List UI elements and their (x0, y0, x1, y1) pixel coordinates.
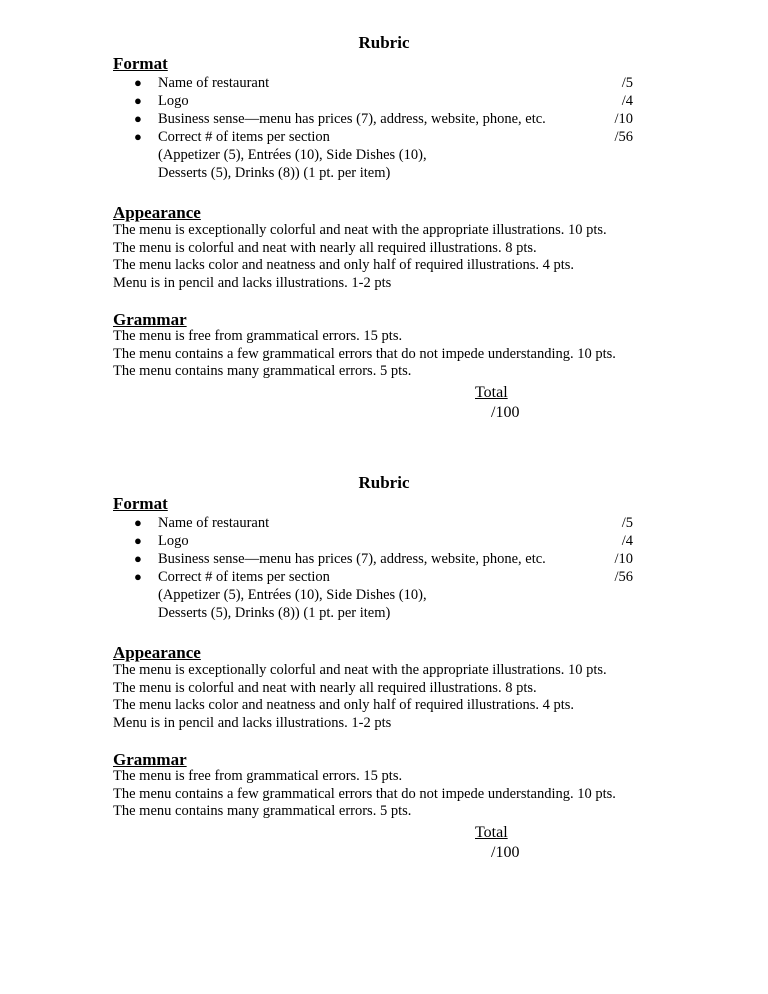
list-item (113, 74, 653, 92)
criteria-line: The menu is free from grammatical errors. 15 pts. (113, 328, 403, 344)
criteria-line: The menu is exceptionally colorful and neat with the appropriate illustrations. 10 pts. (113, 662, 607, 678)
total-value: /100 (491, 844, 520, 861)
rubric-block (0, 0, 768, 440)
item-continuation: Desserts (5), Drinks (8)) (1 pt. per item) (158, 605, 391, 621)
criteria-line: Menu is in pencil and lacks illustrations. 1-2 pts (113, 274, 392, 291)
criteria-line: The menu lacks color and neatness and only half of required illustrations. 4 pts. (113, 257, 575, 273)
rubric-title: Rubric (358, 33, 410, 52)
total-label: Total (475, 824, 508, 841)
rubric-title: Rubric (358, 473, 410, 492)
criteria-line: The menu is free from grammatical errors. 15 pts. (113, 768, 403, 784)
item-score: /5 (621, 515, 633, 531)
list-item (113, 92, 653, 110)
list-item (113, 514, 653, 532)
bullet-icon: ● (134, 515, 142, 530)
bullet-icon: ● (134, 75, 142, 90)
item-text: Name of restaurant (158, 75, 270, 91)
criteria-line: The menu contains a few grammatical errors that do not impede understanding. 10 pts. (113, 345, 616, 362)
item-text: Name of restaurant (158, 515, 270, 531)
bullet-icon: ● (134, 533, 142, 548)
item-text: Logo (158, 533, 189, 549)
criteria-line: The menu lacks color and neatness and only half of required illustrations. 4 pts. (113, 697, 575, 713)
grammar-criteria (113, 768, 673, 821)
bullet-icon: ● (134, 93, 142, 108)
criteria-line: The menu contains many grammatical errors. 5 pts. (113, 803, 412, 819)
item-continuation: (Appetizer (5), Entrées (10), Side Dishes (10), (158, 587, 427, 603)
bullet-icon: ● (134, 551, 142, 566)
appearance-criteria (113, 222, 673, 292)
item-score: /5 (621, 75, 633, 91)
grammar-heading: Grammar (113, 750, 187, 769)
item-score: /56 (614, 569, 633, 585)
appearance-heading: Appearance (113, 203, 201, 222)
total-value: /100 (491, 404, 520, 421)
rubric-block (0, 440, 768, 880)
item-score: /56 (614, 129, 633, 145)
item-text: Correct # of items per section (158, 569, 330, 585)
criteria-line: The menu is colorful and neat with nearly all required illustrations. 8 pts. (113, 239, 537, 256)
bullet-icon: ● (134, 111, 142, 126)
list-item (113, 568, 653, 586)
item-text: Correct # of items per section (158, 129, 330, 145)
bullet-icon: ● (134, 569, 142, 584)
list-item (113, 128, 653, 146)
criteria-line: Menu is in pencil and lacks illustrations. 1-2 pts (113, 714, 392, 731)
list-item (113, 532, 653, 550)
criteria-line: The menu contains many grammatical errors. 5 pts. (113, 363, 412, 379)
item-text: Business sense—menu has prices (7), address, website, phone, etc. (158, 551, 546, 567)
list-item (113, 110, 653, 128)
grammar-heading: Grammar (113, 310, 187, 329)
appearance-heading: Appearance (113, 643, 201, 662)
item-continuation: (Appetizer (5), Entrées (10), Side Dishes (10), (158, 147, 427, 163)
list-item (113, 550, 653, 568)
format-heading: Format (113, 54, 168, 73)
criteria-line: The menu contains a few grammatical errors that do not impede understanding. 10 pts. (113, 785, 616, 802)
criteria-line: The menu is exceptionally colorful and neat with the appropriate illustrations. 10 pts. (113, 222, 607, 238)
item-score: /10 (614, 551, 633, 567)
bullet-icon: ● (134, 129, 142, 144)
item-score: /10 (614, 111, 633, 127)
item-score: /4 (621, 93, 633, 109)
grammar-criteria (113, 328, 673, 381)
format-list (113, 514, 653, 622)
item-text: Business sense—menu has prices (7), address, website, phone, etc. (158, 111, 546, 127)
item-continuation: Desserts (5), Drinks (8)) (1 pt. per item) (158, 165, 391, 181)
item-text: Logo (158, 93, 189, 109)
format-list (113, 74, 653, 182)
criteria-line: The menu is colorful and neat with nearly all required illustrations. 8 pts. (113, 679, 537, 696)
appearance-criteria (113, 662, 673, 732)
item-score: /4 (621, 533, 633, 549)
total-label: Total (475, 384, 508, 401)
format-heading: Format (113, 494, 168, 513)
